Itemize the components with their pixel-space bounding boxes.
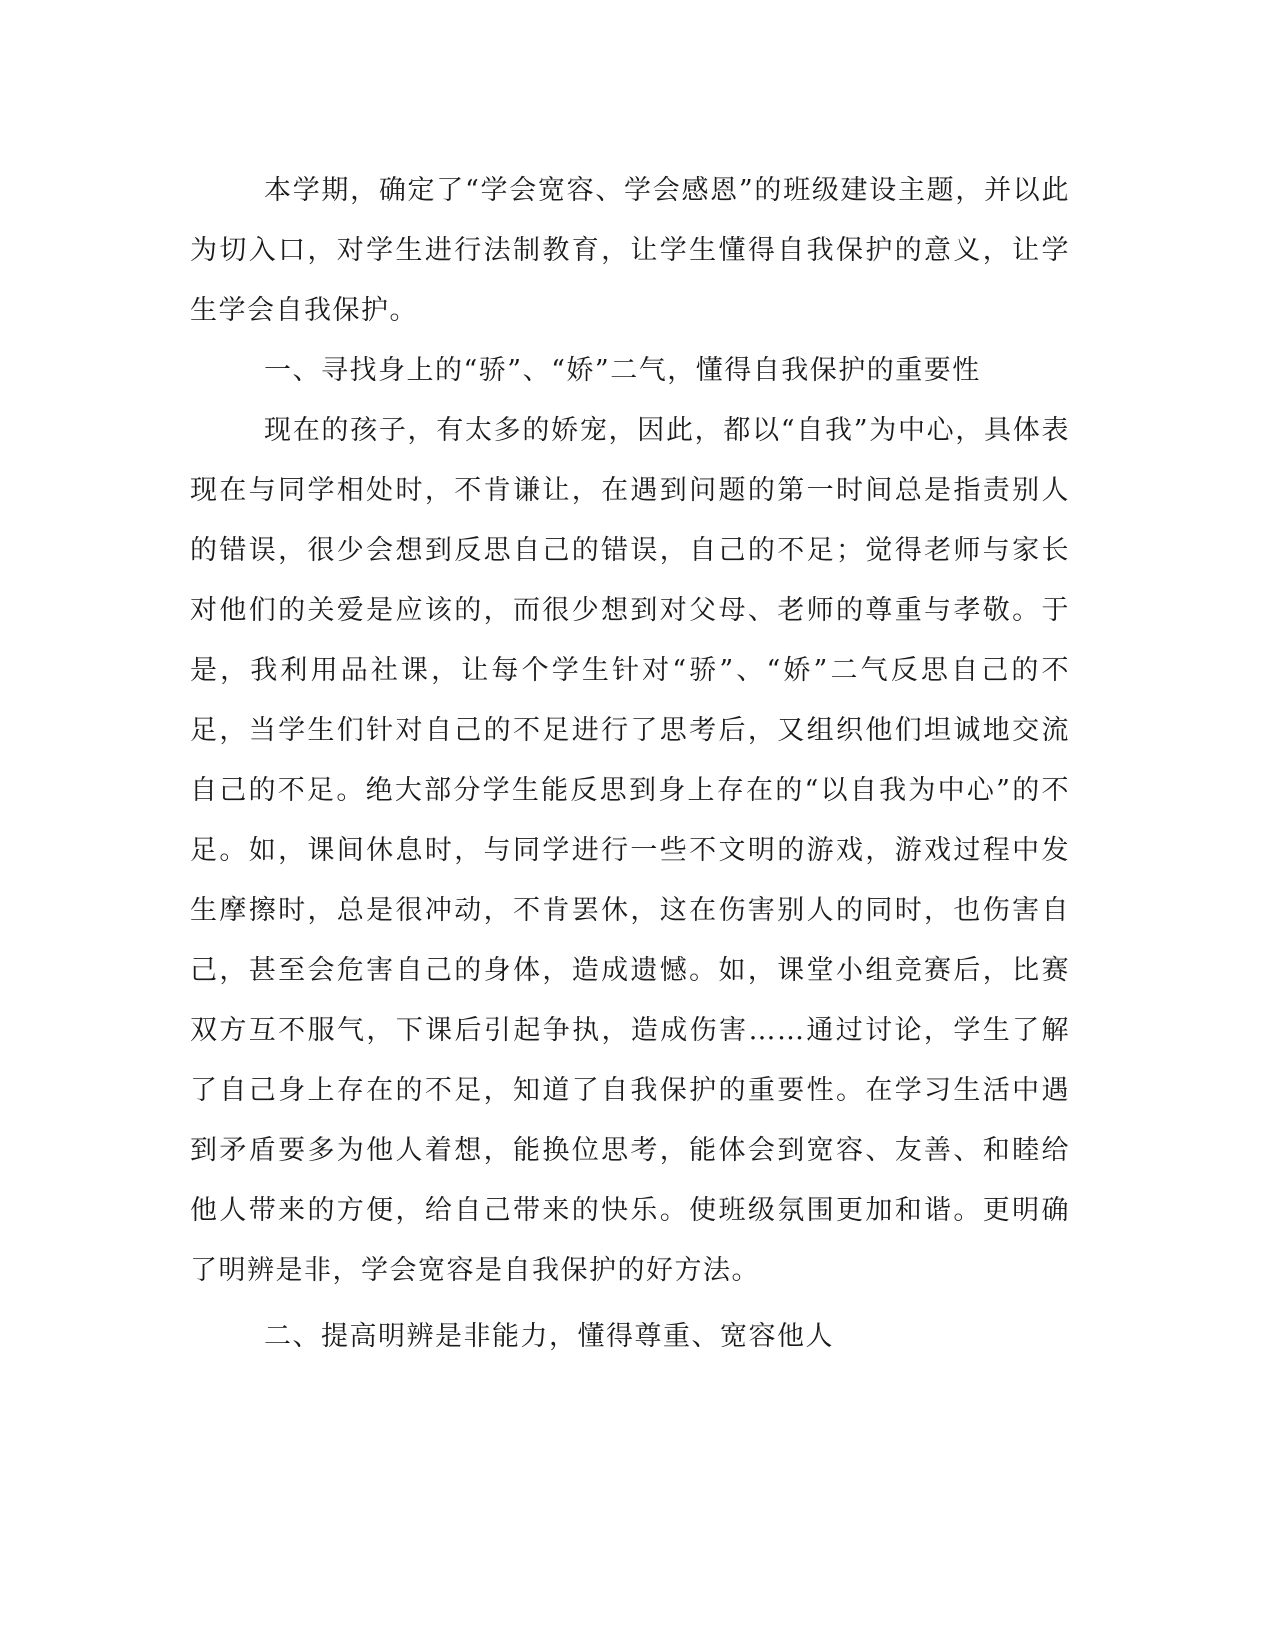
- document-body: [190, 161, 1070, 1367]
- section-1-paragraph: 现在的孩子，有太多的娇宠，因此，都以“自我”为中心，具体表现在与同学相处时，不肯谦让，在遇到问题的第一时间总是指责别人的错误，很少会想到反思自己的错误，自己的不足；觉得老师与家长对他们的关爱是应该的，而很少想到对父母、老师的尊重与孝敬。于是，我利用品社课，让每个学生针对“骄”、“娇”二气反思自己的不足，当学生们针对自己的不足进行了思考后，又组织他们坦诚地交流自己的不足。绝大部分学生能反思到身上存在的“以自我为中心”的不足。如，课间休息时，与同学进行一些不文明的游戏，游戏过程中发生摩擦时，总是很冲动，不肯罢休，这在伤害别人的同时，也伤害自己，甚至会危害自己的身体，造成遗憾。如，课堂小组竞赛后，比赛双方互不服气，下课后引起争执，造成伤害……通过讨论，学生了解了自己身上存在的不足，知道了自我保护的重要性。在学习生活中遇到矛盾要多为他人着想，能换位思考，能体会到宽容、友善、和睦给他人带来的方便，给自己带来的快乐。使班级氛围更加和谐。更明确了明辨是非，学会宽容是自我保护的好方法。: [190, 415, 1070, 1286]
- section-heading-1: 一、寻找身上的“骄”、“娇”二气，懂得自我保护的重要性: [264, 355, 981, 386]
- intro-paragraph: 本学期，确定了“学会宽容、学会感恩”的班级建设主题，并以此为切入口，对学生进行法制教育，让学生懂得自我保护的意义，让学生学会自我保护。: [190, 175, 1070, 326]
- section-heading-2: 二、提高明辨是非能力，懂得尊重、宽容他人: [264, 1321, 834, 1352]
